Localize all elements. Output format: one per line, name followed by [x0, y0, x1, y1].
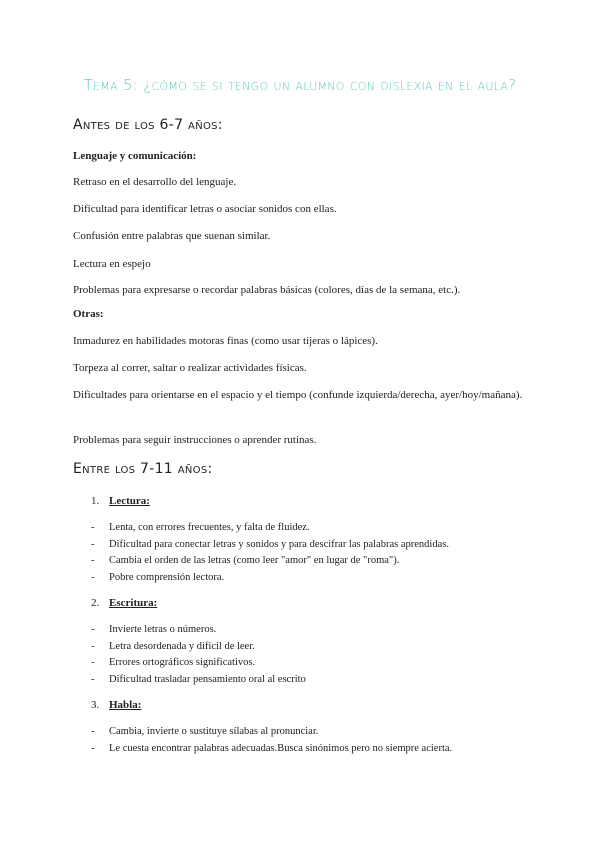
- bullet-list-escritura: [91, 622, 306, 688]
- list-item: - Dificultad trasladar pensamiento oral al escrito: [91, 672, 306, 689]
- list-item: - Errores ortográficos significativos.: [91, 655, 306, 672]
- paragraph: Retraso en el desarrollo del lenguaje.: [73, 176, 237, 188]
- paragraph: Lectura en espejo: [73, 258, 151, 270]
- paragraph: Inmadurez en habilidades motoras finas (como usar tijeras o lápices).: [73, 335, 378, 347]
- numbered-heading-escritura: [91, 597, 157, 609]
- section-heading-entre: Entre los 7-11 años:: [73, 461, 213, 477]
- list-heading-label: Habla:: [109, 699, 142, 711]
- list-number: 3.: [91, 699, 100, 711]
- list-item: - Dificultad para conectar letras y sonidos y para descifrar las palabras aprendidas.: [91, 537, 449, 554]
- paragraph: Torpeza al correr, saltar o realizar actividades físicas.: [73, 362, 307, 374]
- list-heading-label: Escritura:: [109, 597, 158, 609]
- paragraph: Dificultades para orientarse en el espacio y el tiempo (confunde izquierda/derecha, ayer/hoy/mañana).: [73, 389, 523, 401]
- subheading-lenguaje: Lenguaje y comunicación:: [73, 150, 197, 162]
- bullet-list-lectura: [91, 520, 449, 586]
- numbered-heading-lectura: [91, 495, 150, 507]
- list-heading-label: Lectura:: [109, 495, 150, 507]
- paragraph: Problemas para seguir instrucciones o aprender rutinas.: [73, 434, 317, 446]
- list-item: - Cambia, invierte o sustituye sílabas al pronunciar.: [91, 724, 452, 741]
- list-item: - Letra desordenada y difícil de leer.: [91, 639, 306, 656]
- list-item: - Invierte letras o números.: [91, 622, 306, 639]
- list-item: - Cambia el orden de las letras (como leer "amor" en lugar de "roma").: [91, 553, 449, 570]
- paragraph: Confusión entre palabras que suenan similar.: [73, 230, 271, 242]
- list-item: - Lenta, con errores frecuentes, y falta de fluidez.: [91, 520, 449, 537]
- section-heading-antes: Antes de los 6-7 años:: [73, 117, 223, 133]
- paragraph: Problemas para expresarse o recordar palabras básicas (colores, días de la semana, etc.).: [73, 284, 461, 296]
- list-item: - Le cuesta encontrar palabras adecuadas.Busca sinónimos pero no siempre acierta.: [91, 741, 452, 758]
- bullet-list-habla: [91, 724, 452, 757]
- numbered-heading-habla: [91, 699, 141, 711]
- list-number: 2.: [91, 597, 100, 609]
- list-number: 1.: [91, 495, 100, 507]
- page-title: Tema 5: ¿cómo se si tengo un alumno con dislexia en el aula?: [83, 76, 517, 94]
- paragraph: Dificultad para identificar letras o asociar sonidos con ellas.: [73, 203, 337, 215]
- list-item: - Pobre comprensión lectora.: [91, 570, 449, 587]
- subheading-otras: Otras:: [73, 308, 104, 320]
